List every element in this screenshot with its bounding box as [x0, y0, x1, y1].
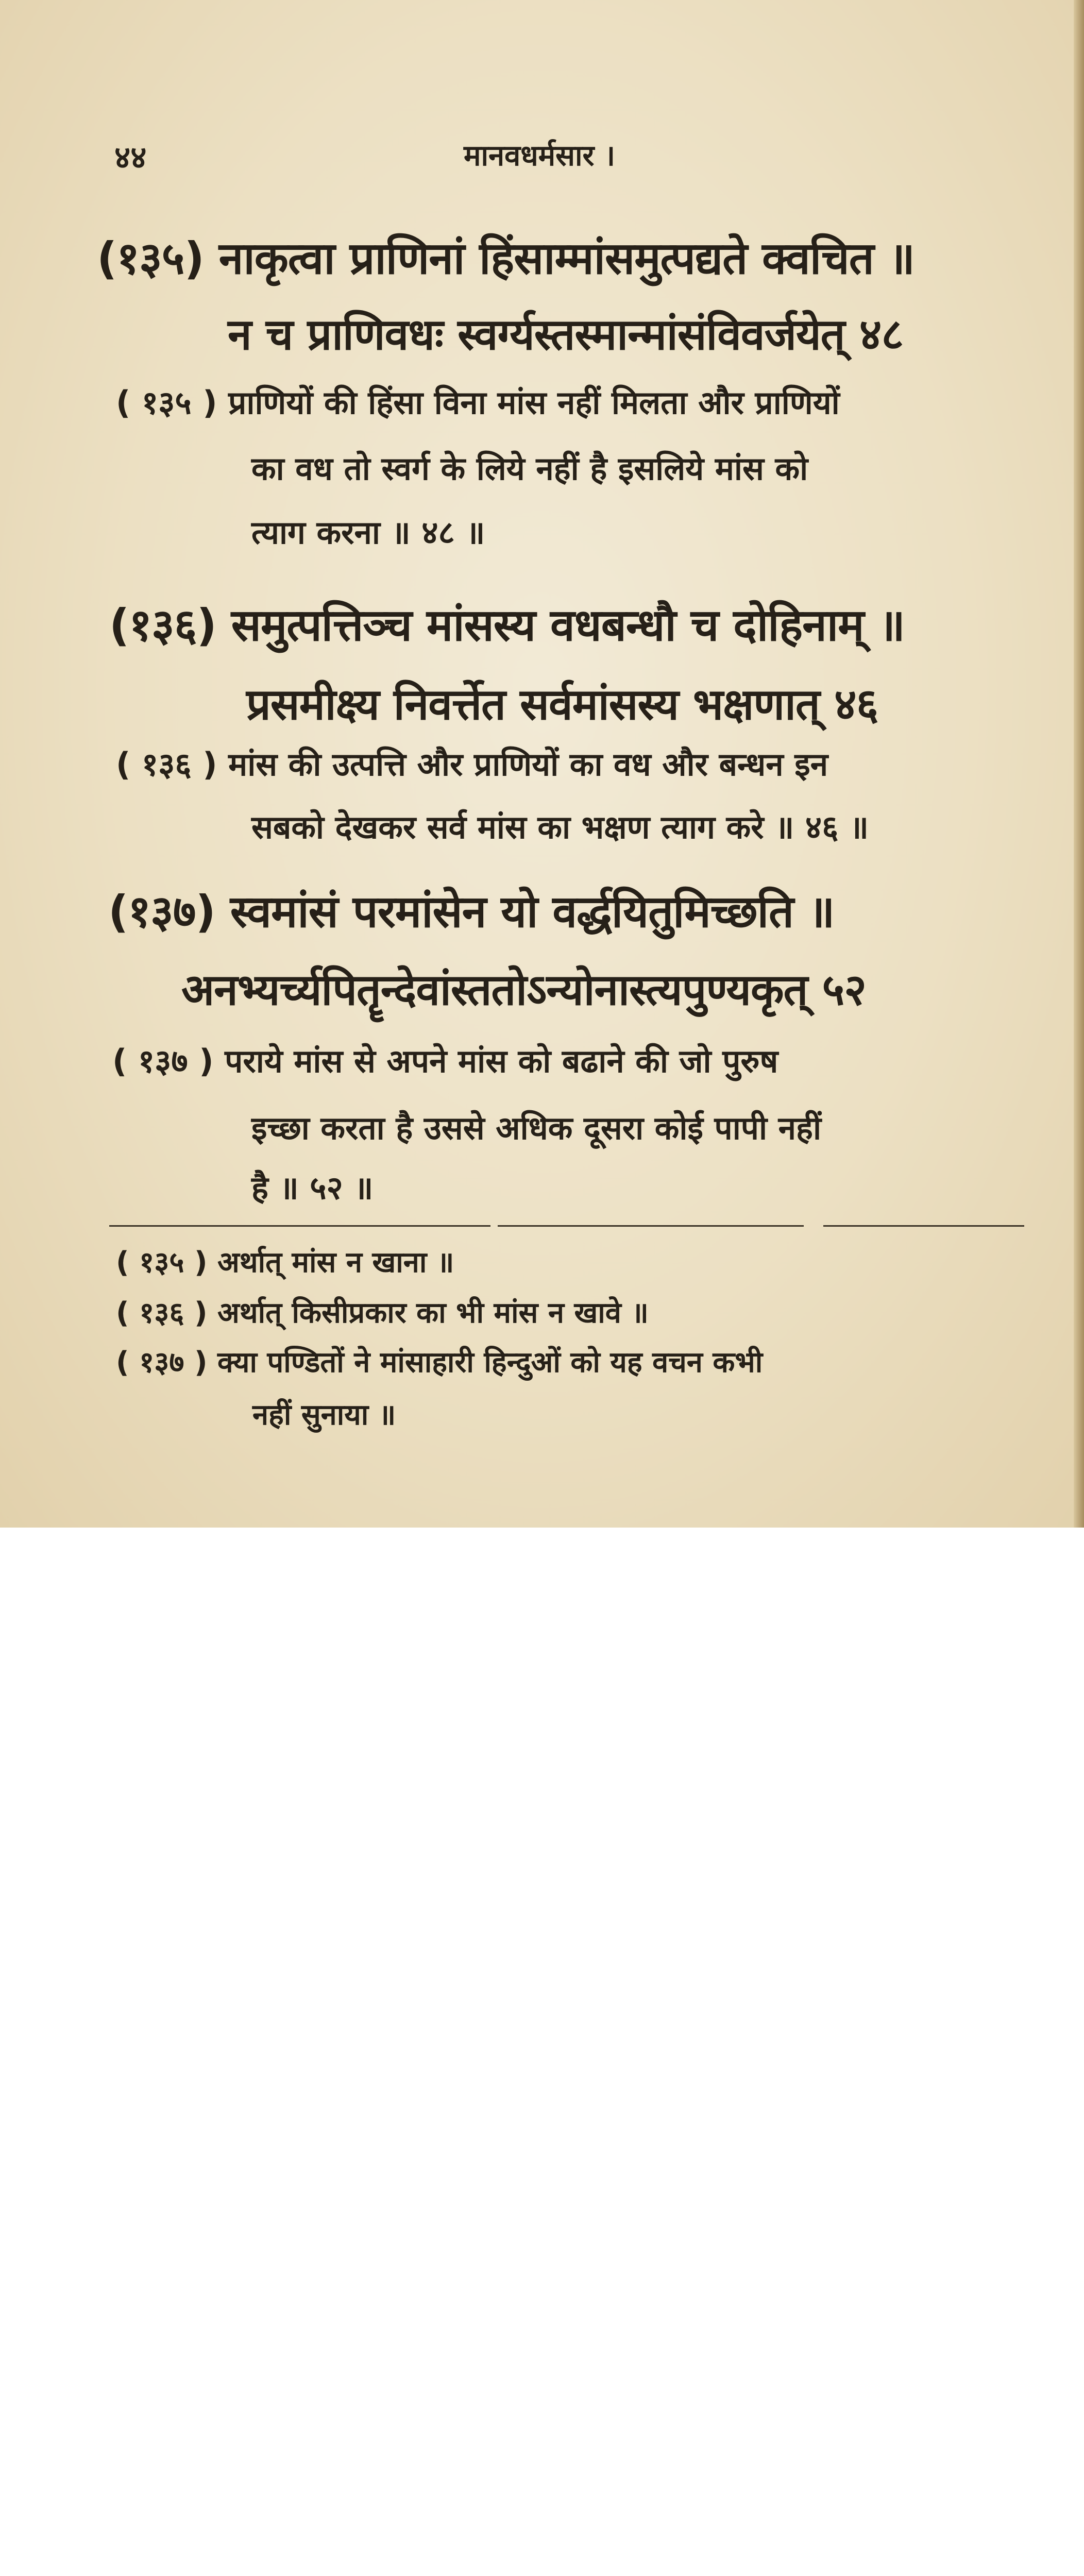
translation-137-line-2: इच्छा करता है उससे अधिक दूसरा कोई पापी नहीं [251, 1109, 822, 1147]
footnote-rule [823, 1225, 1024, 1227]
footnote-137: ( १३७ ) क्या पण्डितों ने मांसाहारी हिन्दुओं को यह वचन कभी [116, 1346, 763, 1379]
verse-136-line-1: (१३६) समुत्पत्तिञ्च मांसस्य वधबन्धौ च दोहिनाम् ॥ [109, 600, 905, 651]
verse-137-line-2: अनभ्यर्च्यपितॄन्देवांस्ततोऽन्योनास्त्यपुण्यकृत् ५२ [181, 964, 866, 1015]
verse-135-line-2: न च प्राणिवधः स्वर्ग्यस्तस्मान्मांसंविवर्जयेत् ४८ [228, 309, 904, 360]
translation-135-line-2: का वध तो स्वर्ग के लिये नहीं है इसलिये मांस को [251, 450, 808, 487]
verse-137-line-1: (१३७) स्वमांसं परमांसेन यो वर्द्धयितुमिच्छति ॥ [108, 886, 835, 938]
translation-136-line-2: सबको देखकर सर्व मांस का भक्षण त्याग करे ॥ ४६ ॥ [251, 808, 869, 846]
translation-137-line-3: है ॥ ५२ ॥ [251, 1169, 374, 1207]
viewer-footer [0, 1528, 1084, 1605]
footnote-rule [109, 1225, 490, 1227]
translation-135-line-1: ( १३५ ) प्राणियों की हिंसा विना मांस नहीं मिलता और प्राणियों [116, 384, 840, 421]
verse-135-line-1: (१३५) नाकृत्वा प्राणिनां हिंसाम्मांसमुत्पद्यते क्वचित ॥ [97, 233, 915, 284]
translation-136-line-1: ( १३६ ) मांस की उत्पत्ति और प्राणियों का वध और बन्धन इन [116, 745, 828, 783]
footnote-135: ( १३५ ) अर्थात् मांस न खाना ॥ [116, 1246, 454, 1279]
running-header: मानवधर्मसार । [464, 139, 616, 173]
translation-137-line-1: ( १३७ ) पराये मांस से अपने मांस को बढाने की जो पुरुष [112, 1042, 778, 1080]
footnote-136: ( १३६ ) अर्थात् किसीप्रकार का भी मांस न खावे ॥ [116, 1296, 649, 1330]
footnote-137-continued: नहीं सुनाया ॥ [252, 1398, 396, 1432]
translation-135-line-3: त्याग करना ॥ ४८ ॥ [251, 514, 485, 551]
verse-136-line-2: प्रसमीक्ष्य निवर्त्तेत सर्वमांसस्य भक्षणात् ४६ [246, 679, 878, 730]
page-number: ४४ [114, 140, 147, 176]
footnote-rule [498, 1225, 804, 1227]
page-edge [1074, 0, 1084, 1528]
